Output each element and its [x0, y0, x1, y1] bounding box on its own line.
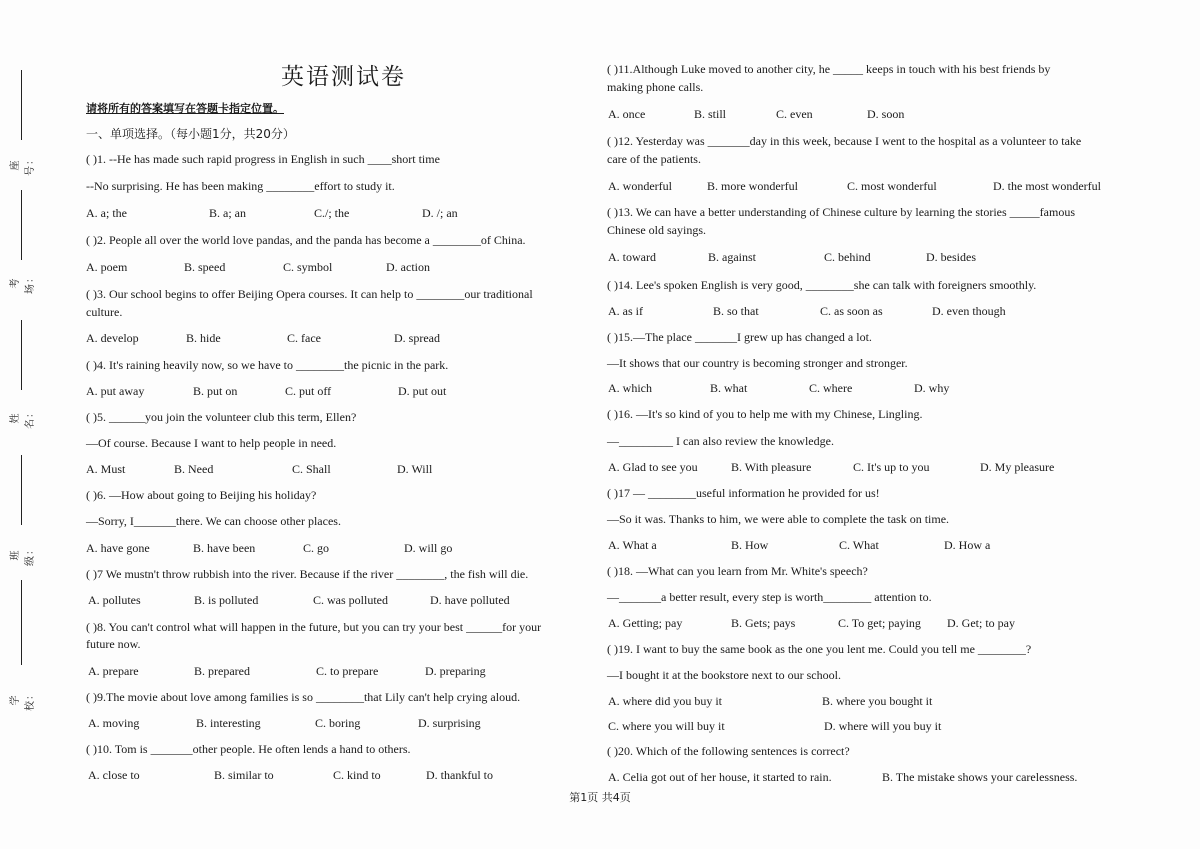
option-row [607, 381, 1127, 396]
option-c[interactable]: C. boring [315, 716, 361, 730]
question-stem: ( )4. It's raining heavily now, so we have to ________the picnic in the park. [86, 358, 449, 372]
option-row [607, 719, 1127, 734]
question-stem: making phone calls. [607, 80, 704, 94]
option-a[interactable]: A. poem [86, 260, 128, 274]
option-b[interactable]: B. prepared [194, 664, 250, 678]
option-c[interactable]: C. put off [285, 384, 332, 398]
option-a[interactable]: A. pollutes [88, 593, 141, 607]
option-d[interactable]: D. surprising [418, 716, 481, 730]
option-a[interactable]: A. wonderful [608, 179, 672, 193]
option-a[interactable]: A. close to [88, 768, 140, 782]
option-a[interactable]: A. What a [608, 538, 657, 552]
option-a[interactable]: A. which [608, 381, 652, 395]
question-stem: ( )13. We can have a better understanding of Chinese culture by learning the stories _____famous [607, 205, 1076, 219]
option-row [86, 331, 596, 346]
question-stem: —Sorry, I_______there. We can choose other places. [86, 514, 341, 528]
question-stem: ( )5. ______you join the volunteer club this term, Ellen? [86, 410, 357, 424]
option-a[interactable]: A. Must [86, 462, 126, 476]
page-title: 英语测试卷 [281, 64, 406, 90]
option-b[interactable]: B. a; an [209, 206, 246, 220]
option-b[interactable]: B. Need [174, 462, 214, 476]
section-heading: 一、单项选择。（每小题1分，共20分） [86, 127, 295, 141]
name-label: 姓名： [10, 407, 36, 429]
option-row [607, 460, 1127, 475]
question-stem: ( )15.—The place _______I grew up has changed a lot. [607, 330, 872, 344]
option-a[interactable]: A. prepare [88, 664, 139, 678]
question-stem: —Of course. Because I want to help people in need. [86, 436, 337, 450]
option-row [607, 107, 1127, 122]
option-row [86, 260, 596, 275]
answer-instruction: 请将所有的答案填写在答题卡指定位置。 [86, 102, 284, 115]
option-row [86, 664, 596, 679]
option-d[interactable]: D. My pleasure [980, 460, 1055, 474]
option-d[interactable]: D. How a [944, 538, 991, 552]
option-d[interactable]: D. Get; to pay [947, 616, 1015, 630]
question-stem: ( )20. Which of the following sentences is correct? [607, 744, 850, 758]
option-c[interactable]: C. Shall [292, 462, 331, 476]
question-stem: ( )18. —What can you learn from Mr. White's speech? [607, 564, 868, 578]
question-stem: ( )11.Although Luke moved to another city, he _____ keeps in touch with his best friends by [607, 62, 1051, 76]
option-c[interactable]: C. where you will buy it [608, 719, 725, 733]
option-b[interactable]: B. similar to [214, 768, 274, 782]
option-c[interactable]: C. It's up to you [853, 460, 930, 474]
option-b[interactable]: B. Gets; pays [731, 616, 796, 630]
binding-line [21, 455, 22, 525]
option-row [607, 770, 1127, 785]
question-stem: ( )16. —It's so kind of you to help me with my Chinese, Lingling. [607, 407, 923, 421]
option-row [86, 462, 596, 477]
option-b[interactable]: B. so that [713, 304, 759, 318]
binding-line [21, 70, 22, 140]
option-c[interactable]: C. To get; paying [838, 616, 921, 630]
option-d[interactable]: D. soon [867, 107, 905, 121]
question-stem: ( )8. You can't control what will happen in the future, but you can try your best ______for your [86, 620, 542, 634]
option-a[interactable]: A. as if [608, 304, 643, 318]
option-c[interactable]: C. kind to [333, 768, 381, 782]
binding-line [21, 580, 22, 665]
option-row [86, 206, 596, 221]
question-stem: ( )14. Lee's spoken English is very good, ________she can talk with foreigners smoothly. [607, 278, 1037, 292]
option-d[interactable]: D. preparing [425, 664, 486, 678]
page-footer: 第1页 共4页 [569, 791, 631, 804]
question-stem: ( )19. I want to buy the same book as the one you lent me. Could you tell me ________? [607, 642, 1032, 656]
option-b[interactable]: B. put on [193, 384, 238, 398]
option-b[interactable]: B. is polluted [194, 593, 259, 607]
option-row [607, 250, 1127, 265]
option-b[interactable]: B. How [731, 538, 769, 552]
option-d[interactable]: D. will go [404, 541, 453, 555]
question-stem: ( )17 — ________useful information he provided for us! [607, 486, 880, 500]
option-b[interactable]: B. have been [193, 541, 256, 555]
option-b[interactable]: B. speed [184, 260, 226, 274]
question-stem: —_________ I can also review the knowledge. [607, 434, 834, 448]
option-row [607, 694, 1127, 709]
question-stem: ( )7 We mustn't throw rubbish into the river. Because if the river ________, the fish will die. [86, 567, 529, 581]
option-c[interactable]: C. was polluted [313, 593, 388, 607]
option-d[interactable]: D. besides [926, 250, 976, 264]
option-d[interactable]: D. thankful to [426, 768, 493, 782]
option-row [607, 538, 1127, 553]
option-row [86, 768, 596, 783]
option-a[interactable]: A. Glad to see you [608, 460, 698, 474]
question-stem: culture. [86, 305, 123, 319]
option-row [86, 541, 596, 556]
option-b[interactable]: B. against [708, 250, 756, 264]
school-label: 学校： [10, 689, 36, 711]
option-row [607, 616, 1127, 631]
question-stem: —_______a better result, every step is worth________ attention to. [607, 590, 932, 604]
option-b[interactable]: B. where you bought it [822, 694, 933, 708]
option-c[interactable]: C. even [776, 107, 813, 121]
option-b[interactable]: B. With pleasure [731, 460, 812, 474]
question-stem: Chinese old sayings. [607, 223, 706, 237]
binding-strip [0, 0, 40, 849]
question-stem: —It shows that our country is becoming stronger and stronger. [607, 356, 908, 370]
option-c[interactable]: C. to prepare [316, 664, 379, 678]
option-c[interactable]: C. behind [824, 250, 871, 264]
option-d[interactable]: D. Will [397, 462, 433, 476]
option-c[interactable]: C. symbol [283, 260, 333, 274]
option-row [607, 179, 1127, 194]
option-c[interactable]: C./; the [314, 206, 350, 220]
option-a[interactable]: A. put away [86, 384, 145, 398]
option-b[interactable]: B. still [694, 107, 727, 121]
option-row [607, 304, 1127, 319]
option-row [86, 716, 596, 731]
question-stem: ( )6. —How about going to Beijing his holiday? [86, 488, 317, 502]
option-c[interactable]: C. face [287, 331, 321, 345]
option-a[interactable]: A. where did you buy it [608, 694, 722, 708]
option-c[interactable]: C. go [303, 541, 330, 555]
option-row [86, 593, 596, 608]
question-stem: ( )2. People all over the world love pandas, and the panda has become a ________of China. [86, 233, 526, 247]
option-a[interactable]: A. Getting; pay [608, 616, 683, 630]
option-c[interactable]: C. most wonderful [847, 179, 937, 193]
question-stem: ( )9.The movie about love among families is so ________that Lily can't help crying aloud. [86, 690, 521, 704]
option-a[interactable]: A. toward [608, 250, 656, 264]
option-d[interactable]: D. put out [398, 384, 447, 398]
option-c[interactable]: C. where [809, 381, 853, 395]
option-a[interactable]: A. develop [86, 331, 139, 345]
option-a[interactable]: A. a; the [86, 206, 127, 220]
option-d[interactable]: D. have polluted [430, 593, 510, 607]
option-d[interactable]: D. even though [932, 304, 1006, 318]
option-c[interactable]: C. What [839, 538, 879, 552]
question-stem: future now. [86, 637, 141, 651]
option-c[interactable]: C. as soon as [820, 304, 883, 318]
option-d[interactable]: D. /; an [422, 206, 458, 220]
exam-room-label: 考场： [10, 272, 36, 294]
option-row [86, 384, 596, 399]
option-d[interactable]: D. the most wonderful [993, 179, 1101, 193]
question-stem: ( )10. Tom is _______other people. He often lends a hand to others. [86, 742, 411, 756]
option-d[interactable]: D. spread [394, 331, 440, 345]
option-b[interactable]: B. The mistake shows your carelessness. [882, 770, 1078, 784]
option-b[interactable]: B. what [710, 381, 748, 395]
question-stem: ( )12. Yesterday was _______day in this week, because I went to the hospital as a volunteer to take [607, 134, 1082, 148]
option-a[interactable]: A. Celia got out of her house, it started to rain. [608, 770, 832, 784]
binding-line [21, 190, 22, 260]
question-stem: care of the patients. [607, 152, 701, 166]
question-stem: --No surprising. He has been making ________effort to study it. [86, 179, 395, 193]
seat-number-label: 座号： [10, 154, 36, 176]
option-b[interactable]: B. interesting [196, 716, 261, 730]
option-a[interactable]: A. once [608, 107, 646, 121]
question-stem: —So it was. Thanks to him, we were able to complete the task on time. [607, 512, 950, 526]
option-a[interactable]: A. moving [88, 716, 140, 730]
option-d[interactable]: D. why [914, 381, 950, 395]
option-d[interactable]: D. where will you buy it [824, 719, 942, 733]
question-stem: ( )3. Our school begins to offer Beijing Opera courses. It can help to ________our traditional [86, 287, 533, 301]
question-stem: —I bought it at the bookstore next to our school. [607, 668, 841, 682]
class-label: 班级： [10, 544, 36, 566]
question-stem: ( )1. --He has made such rapid progress in English in such ____short time [86, 152, 440, 166]
option-a[interactable]: A. have gone [86, 541, 150, 555]
binding-line [21, 320, 22, 390]
option-d[interactable]: D. action [386, 260, 430, 274]
option-b[interactable]: B. hide [186, 331, 221, 345]
option-b[interactable]: B. more wonderful [707, 179, 798, 193]
